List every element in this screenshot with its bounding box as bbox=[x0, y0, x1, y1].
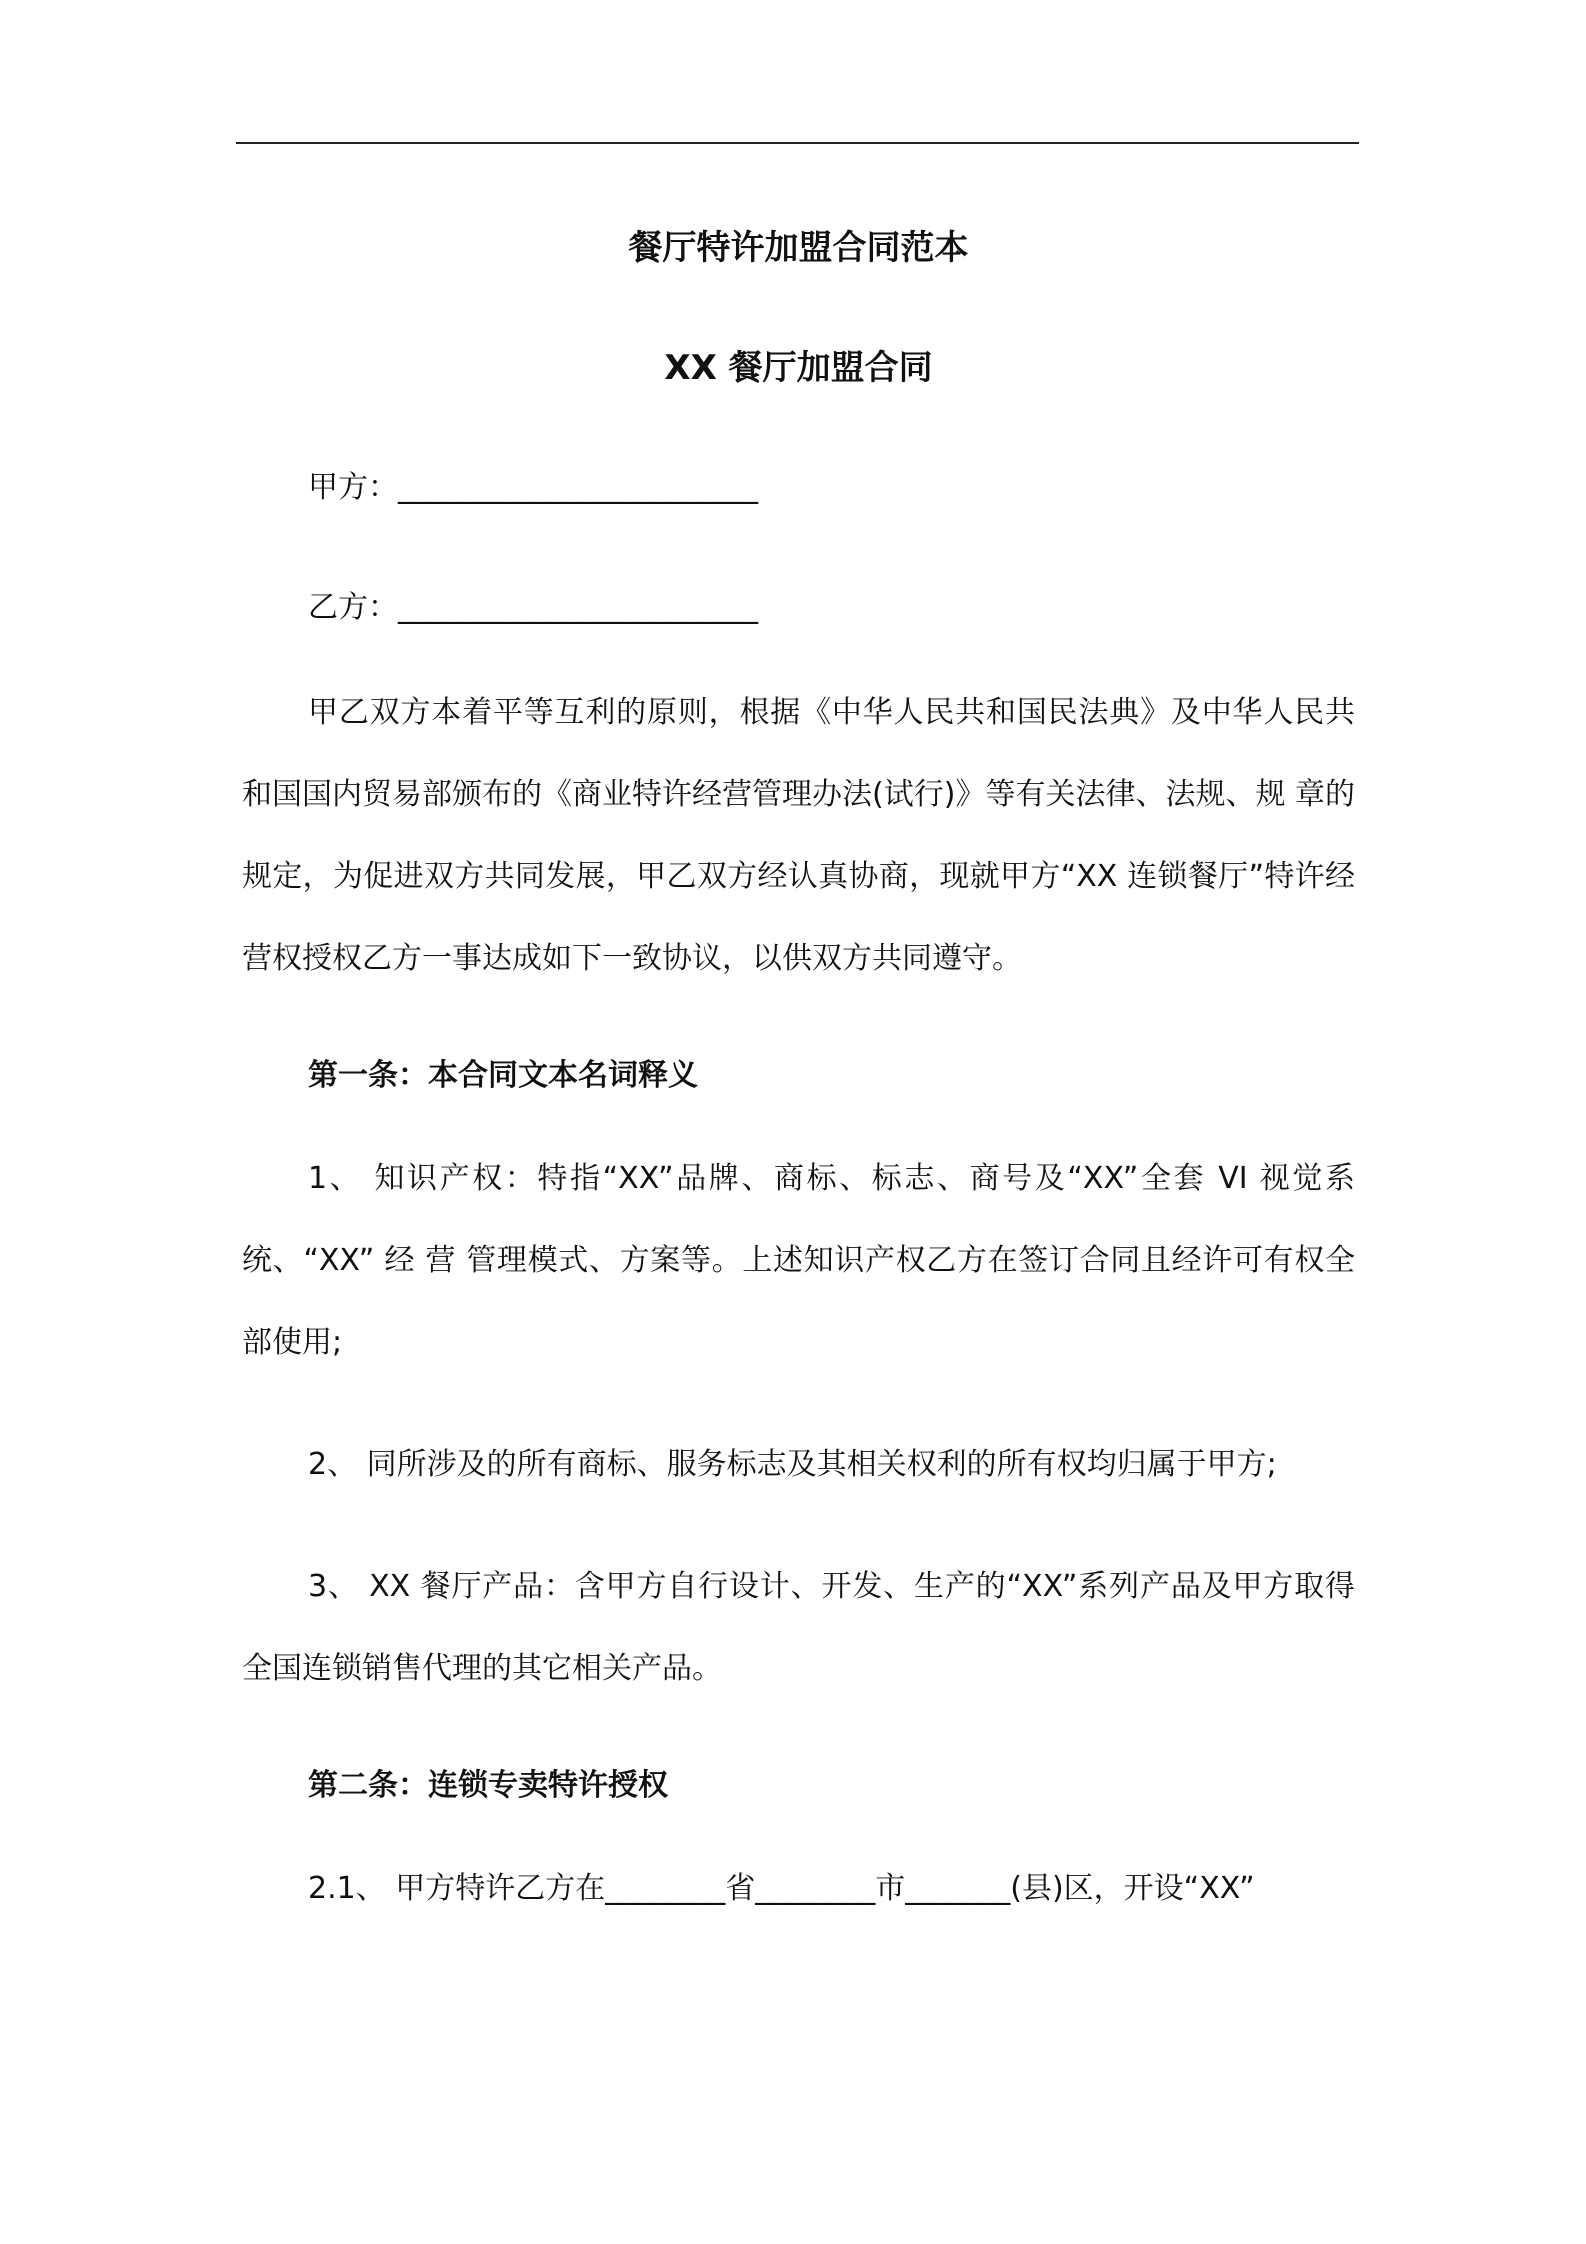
document-body bbox=[242, 210, 1355, 1930]
preamble-paragraph: 甲乙双方本着平等互利的原则，根据《中华人民共和国民法典》及中华人民共和国国内贸易部颁布的《商业特许经营管理办法(试行)》等有关法律、法规、规 章的规定，为促进双方共同发展，甲乙双方经认真协商，现就甲方“XX 连锁餐厅”特许经营权授权乙方一事达成如下一致协议，以供双方共同遵守。 bbox=[242, 695, 1355, 976]
document-title: 餐厅特许加盟合同范本 bbox=[628, 228, 969, 268]
article-1-item-3: 3、 XX 餐厅产品：含甲方自行设计、开发、生产的“XX”系列产品及甲方取得全国连锁销售代理的其它相关产品。 bbox=[242, 1569, 1355, 1686]
article-1-item-2: 2、 同所涉及的所有商标、服务标志及其相关权利的所有权均归属于甲方; bbox=[308, 1447, 1277, 1482]
article-2-item-1: 2.1、 甲方特许乙方在________省________市_______(县)区，开设“XX” bbox=[308, 1871, 1255, 1906]
header-rule bbox=[236, 142, 1359, 144]
document-subtitle: XX 餐厅加盟合同 bbox=[664, 348, 933, 388]
party-b-line: 乙方：________________________ bbox=[308, 590, 758, 625]
article-1-item-1: 1、 知识产权：特指“XX”品牌、商标、标志、商号及“XX”全套 VI 视觉系统、“XX” 经 营 管理模式、方案等。上述知识产权乙方在签订合同且经许可有权全部使用; bbox=[242, 1161, 1355, 1360]
party-a-line: 甲方：________________________ bbox=[308, 470, 758, 505]
article-2-heading: 第二条：连锁专卖特许授权 bbox=[308, 1768, 668, 1803]
article-1-heading: 第一条：本合同文本名词释义 bbox=[308, 1058, 698, 1093]
